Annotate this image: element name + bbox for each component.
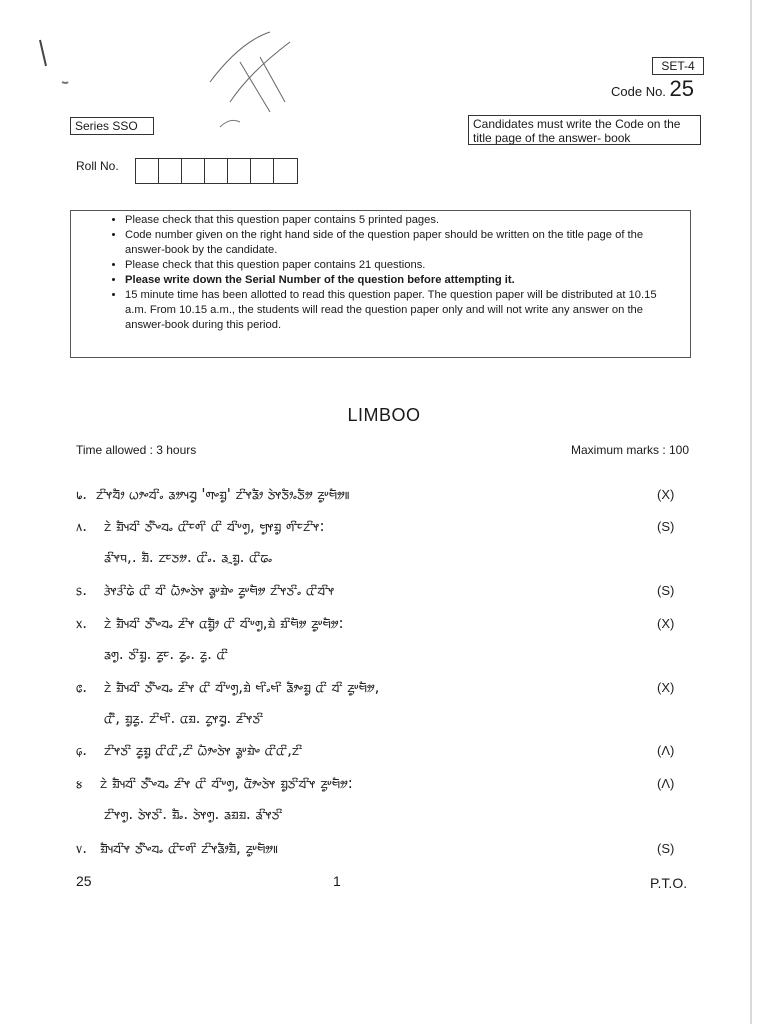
roll-cell — [205, 159, 228, 183]
footer-code: 25 — [76, 873, 92, 889]
question-marks: (Λ) — [657, 743, 675, 758]
roll-cell — [182, 159, 205, 183]
instruction-item: • 15 minute time has been allotted to read this question paper. The question paper will be distributed at 10.15 a.m. From 10.15 a.m., the students will read the question paper only and will not write any answer on the answer-book during this period. — [125, 288, 678, 333]
question-text: ᤂᤡᤧ, ᤀᤢᤏᤢ. ᤁᤡᤗᤡ. ᤂᤀ. ᤁᤢᤶᤔᤢ. ᤏᤡᤶᤍᤡ — [104, 709, 264, 727]
roll-cell — [159, 159, 182, 183]
question-number: ᥋. — [76, 678, 87, 696]
question-number: ᥊. — [76, 614, 87, 632]
series-label: Series SSO — [70, 117, 154, 135]
instruction-item: • Please check that this question paper contains 5 printed pages. — [125, 213, 678, 228]
instruction-item: • Please check that this question paper contains 21 questions. — [125, 258, 678, 273]
question-text: ᤁᤧ ᤀᤠᤵᤔᤡ ᤍᤡᤧᤴᤔᤱ ᤏᤡᤶ ᤂᤡ ᤔᤡᤸᤛᤢ,ᤀᤧ ᤗᤡᤱᤗᤡ ᤕᤥᤴᤀᤢ ᤂᤡ ᤔᤡ ᤏᤢᤸᤗᤦ, — [104, 678, 380, 696]
subject-title: LIMBOO — [347, 405, 421, 425]
instructions-box — [70, 210, 691, 358]
question-text: ᤁᤡᤶᤛᤢ. ᤍᤧᤶᤍᤡ. ᤀᤠᤱ. ᤍᤧᤶᤛᤢ. ᤕᤀᤀ. ᤕᤡᤶᤍᤡ — [104, 805, 283, 823]
candidates-note: Candidates must write the Code on the title page of the answer- book — [468, 115, 701, 145]
code-value: 25 — [669, 76, 695, 101]
footer-page-number: 1 — [333, 873, 341, 889]
question-text: ᤀᤠᤵᤔᤡᤶ ᤍᤡᤧᤴᤔᤱ ᤂᤡᤰᤛᤡ ᤁᤡᤶᤕᤥᤀᤠ, ᤏᤢᤸᤗᤦ॥ — [100, 839, 279, 857]
question-text: ᤁᤡᤶᤔᤥ ᤐᤣᤴᤔᤡᤱ ᤕᤤᤵᤔᤢ 'ᤛᤴᤀᤢ' ᤁᤡᤶᤕᤥ ᤍᤧᤶᤍᤥᤱᤍᤦ ᤏᤢᤸᤗᤦ॥ — [96, 485, 350, 503]
question-number: ᥈. — [76, 517, 87, 535]
footer-pto: P.T.O. — [650, 875, 688, 891]
roll-cell — [251, 159, 274, 183]
pen-mark-icon — [32, 36, 72, 96]
roll-label: Roll No. — [76, 159, 119, 173]
roll-cell — [274, 159, 297, 183]
question-marks: (S) — [657, 583, 675, 598]
question-text: ᤁᤡᤶᤍᤡ ᤏᤢᤀᤢ ᤂᤡᤂᤡ,ᤁᤡ ᤐᤥᤴᤍᤧᤶ ᤕᤢᤸᤀᤧᤴ ᤂᤡᤂᤡ,ᤁᤡ — [104, 741, 303, 759]
maximum-marks: Maximum marks : 100 — [571, 443, 690, 457]
roll-cell — [136, 159, 159, 183]
question-number: ᥉. — [76, 581, 87, 599]
time-allowed: Time allowed : 3 hours — [76, 443, 197, 457]
instruction-item: • Code number given on the right hand side of the question paper should be written on the title page of the answer-book by the candidate. — [125, 228, 678, 258]
question-number: ᥌. — [76, 741, 87, 759]
question-marks: (S) — [657, 519, 675, 534]
question-marks: (X) — [657, 487, 675, 502]
code-label: Code No. — [611, 84, 666, 99]
roll-cell — [228, 159, 251, 183]
roll-number-boxes — [135, 158, 298, 184]
handwritten-scribble-icon — [200, 22, 320, 132]
code-number — [611, 76, 694, 102]
question-text: ᤁᤧ ᤀᤠᤵᤔᤡ ᤍᤡᤧᤴᤔᤱ ᤏᤡᤶ ᤂᤀᤢᤥ ᤂᤡ ᤔᤡᤸᤛᤢ,ᤀᤧ ᤀᤡᤗᤦ ᤏᤢᤸᤗᤦ: — [104, 614, 344, 632]
question-marks: (X) — [657, 680, 675, 695]
instruction-item: • Please write down the Serial Number of the question before attempting it. — [125, 273, 678, 288]
question-text: ᤁᤧ ᤀᤠᤵᤔᤡ ᤍᤡᤧᤴᤔᤱ ᤏᤡᤶ ᤂᤡ ᤔᤡᤸᤛᤢ, ᤂᤥᤴᤍᤧᤶ ᤀᤢᤍᤡᤔᤡᤶ ᤏᤢᤸᤗᤦ: — [100, 774, 353, 792]
question-number: ᥇. — [76, 485, 87, 503]
set-label: SET-4 — [652, 57, 704, 75]
question-marks: (Λ) — [657, 776, 675, 791]
scan-edge-line — [750, 0, 752, 1024]
question-text: ᤕᤡᤶᤄ,. ᤀᤠ. ᤁᤰᤍᤤ. ᤂᤡᤱ. ᤕᤳᤀᤢ. ᤂᤡᤒᤱ — [104, 548, 273, 566]
question-marks: (X) — [657, 616, 675, 631]
question-text: ᤋᤧᤶᤋᤡᤒᤧ ᤂᤡ ᤔᤡ ᤐᤥᤴᤍᤧᤶ ᤕᤢᤸᤀᤧᤴ ᤏᤢᤸᤗᤦ ᤁᤡᤶᤍᤡᤱ ᤂᤡᤔᤡᤶ — [104, 581, 335, 599]
question-text: ᤕᤛᤢ. ᤍᤡᤀᤢ. ᤏᤢᤰ. ᤏᤢᤱ. ᤏᤢ. ᤂᤡ — [104, 645, 228, 663]
question-number: ᥍ — [76, 774, 83, 792]
question-marks: (S) — [657, 841, 675, 856]
question-number: ᥎. — [76, 839, 87, 857]
question-text: ᤁᤧ ᤀᤠᤵᤔᤡ ᤍᤡᤧᤴᤔᤱ ᤂᤡᤰᤛᤡ ᤂᤡ ᤔᤡᤸᤛᤢ, ᤗᤢᤶᤀᤢ ᤛᤡᤰᤁᤡᤶ: — [104, 517, 325, 535]
